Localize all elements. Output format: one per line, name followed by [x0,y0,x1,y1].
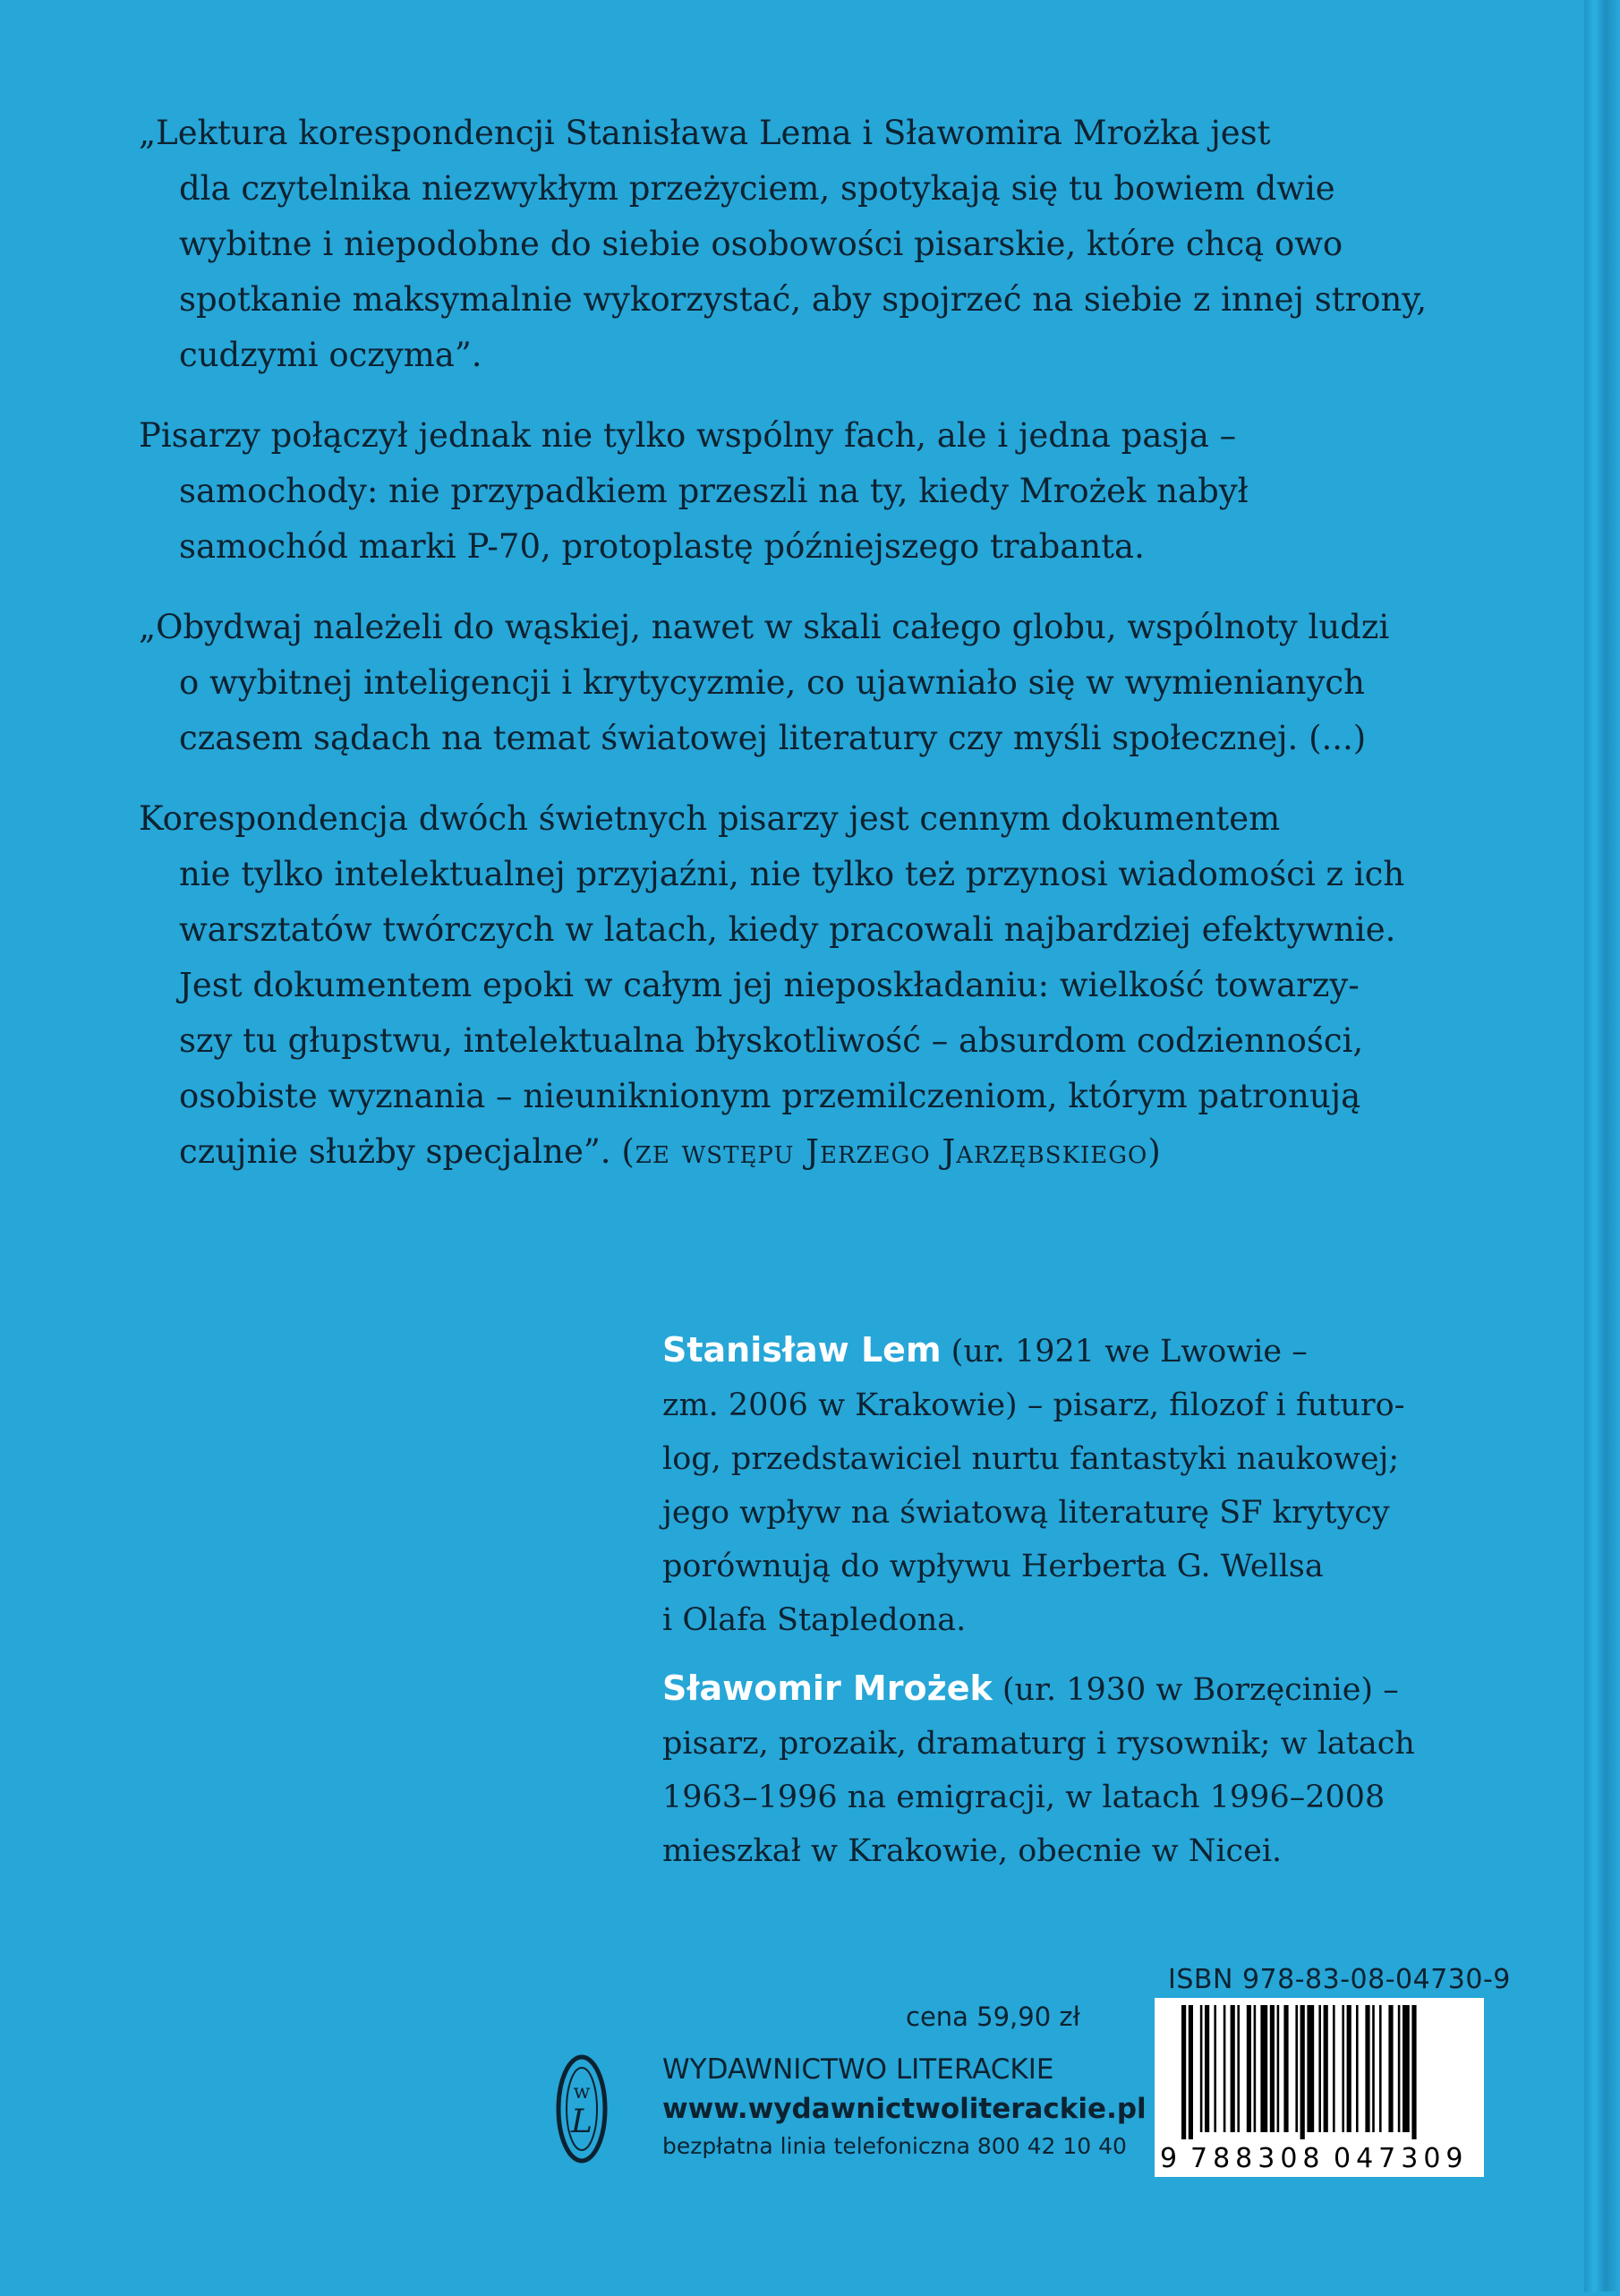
blurb [139,106,1454,1205]
bio-lem [662,1323,1504,1647]
bio-line: 1963–1996 na emigracji, w latach 1996–2008 [662,1780,1386,1815]
barcode-digits-right: 047309 [1334,2143,1469,2174]
bio-line: pisarz, prozaik, dramaturg i rysownik; w latach [662,1726,1415,1762]
barcode-bar [1403,2005,1410,2132]
author-name: Stanisław Lem [662,1330,942,1370]
blurb-line: Korespondencja dwóch świetnych pisarzy jest cennym dokumentem [139,799,1281,838]
bio-mrozek [662,1661,1504,1878]
bio-text: (ur. 1921 we Lwowie – [941,1334,1308,1370]
barcode-bar [1307,2005,1314,2132]
barcode-bar [1181,2005,1186,2139]
barcode-bar [1205,2005,1209,2132]
publisher [555,2050,1147,2175]
blurb-line: wybitne i niepodobne do siebie osobowości pisarskie, które chcą owo [179,225,1343,263]
bio-line: porównują do wpływu Herberta G. Wellsa [662,1549,1324,1584]
blurb-line: cudzymi oczyma”. [179,336,482,374]
blurb-line: dla czytelnika niezwykłym przeżyciem, spotykają się tu bowiem dwie [179,169,1335,208]
barcode-bar [1365,2005,1369,2132]
attribution: (ze wstępu Jerzego Jarzębskiego) [621,1132,1162,1171]
barcode-bar [1214,2005,1216,2132]
barcode-digits [1155,2139,1484,2177]
bio-text: (ur. 1930 w Borzęcinie) – [992,1672,1399,1708]
barcode-bar [1189,2005,1193,2139]
barcode-bar [1372,2005,1375,2132]
publisher-url: www.wydawnictwoliterackie.pl [662,2093,1147,2125]
publisher-phone: bezpłatna linia telefoniczna 800 42 10 40 [662,2133,1127,2159]
barcode-digit-first: 9 [1160,2143,1178,2174]
bio-line: jego wpływ na światową literaturę SF krytycy [662,1495,1390,1531]
blurb-line: o wybitnej inteligencji i krytycyzmie, co ujawniało się w wymienianych [179,663,1365,702]
blurb-line: czasem sądach na temat światowej literatury czy myśli społecznej. (...) [179,719,1367,757]
barcode-bar [1247,2005,1251,2132]
blurb-line-last [139,1124,1454,1180]
bio-first-line [662,1661,1504,1717]
barcode-bar [1388,2005,1393,2132]
barcode-bar [1254,2005,1257,2132]
barcode-bar [1277,2005,1280,2132]
barcode-bar [1398,2005,1401,2132]
isbn-label: ISBN 978-83-08-04730-9 [1168,1964,1511,1995]
bio-line: i Olafa Stapledona. [662,1602,967,1638]
barcode-bar [1224,2005,1226,2132]
barcode-bar [1295,2005,1298,2132]
barcode-bar [1237,2005,1240,2132]
blurb-line: Pisarzy połączył jednak nie tylko wspólny fach, ale i jedna pasja – [139,416,1237,455]
svg-text:w: w [573,2081,591,2104]
barcode-bar [1260,2005,1267,2132]
author-name: Sławomir Mrożek [662,1669,993,1708]
svg-text:L: L [571,2104,593,2140]
blurb-line: warsztatów twórczych w latach, kiedy pracowali najbardziej efektywnie. [179,910,1396,949]
barcode-digits-left: 788308 [1190,2143,1326,2174]
barcode-bar [1300,2005,1305,2139]
barcode-bars [1155,1998,1484,2139]
publisher-name: WYDAWNICTWO LITERACKIE [662,2053,1054,2086]
bio-line: zm. 2006 w Krakowie) – pisarz, filozof i futuro- [662,1387,1405,1423]
blurb-paragraph-3 [139,600,1454,766]
barcode [1155,1998,1484,2139]
blurb-line: szy tu głupstwu, intelektualna błyskotliwość – absurdom codzienności, [179,1021,1364,1060]
blurb-line: osobiste wyznania – nieuniknionym przemilczeniom, którym patronują [179,1077,1361,1115]
price-label: cena 59,90 zł [906,2002,1080,2032]
spine-edge [1584,0,1620,2292]
blurb-paragraph-2 [139,408,1454,575]
bio-first-line [662,1323,1504,1378]
barcode-bar [1356,2005,1359,2132]
blurb-line: samochody: nie przypadkiem przeszli na ty, kiedy Mrożek nabył [179,472,1249,510]
barcode-bar [1283,2005,1288,2132]
publisher-text [662,2050,1147,2164]
author-bios [662,1323,1504,1892]
blurb-line: nie tylko intelektualnej przyjaźni, nie tylko też przynosi wiadomości z ich [179,855,1405,893]
blurb-line-text: czujnie służby specjalne”. [179,1132,611,1171]
blurb-line: „Obydwaj należeli do wąskiej, nawet w skali całego globu, wspólnoty ludzi [139,608,1390,646]
barcode-bar [1342,2005,1344,2132]
blurb-line: samochód marki P-70, protoplastę późniejszego trabanta. [179,527,1145,566]
barcode-bar [1200,2005,1203,2132]
bio-line: mieszkał w Krakowie, obecnie w Nicei. [662,1833,1283,1869]
barcode-bar [1379,2005,1382,2132]
barcode-bar [1411,2005,1416,2139]
barcode-bar [1318,2005,1321,2132]
blurb-line: spotkanie maksymalnie wykorzystać, aby spojrzeć na siebie z innej strony, [179,280,1428,319]
barcode-bar [1324,2005,1328,2132]
blurb-line: Jest dokumentem epoki w całym jej nieposkładaniu: wielkość towarzy- [179,966,1360,1004]
barcode-bar [1231,2005,1235,2132]
bio-line: log, przedstawiciel nurtu fantastyki naukowej; [662,1441,1400,1477]
blurb-paragraph-1 [139,106,1454,383]
blurb-paragraph-4 [139,791,1454,1180]
publisher-logo-icon [555,2052,609,2166]
barcode-bar [1333,2005,1335,2132]
barcode-bar [1347,2005,1351,2132]
blurb-line: „Lektura korespondencji Stanisława Lema i Sławomira Mrożka jest [139,114,1271,152]
barcode-bar [1270,2005,1275,2132]
